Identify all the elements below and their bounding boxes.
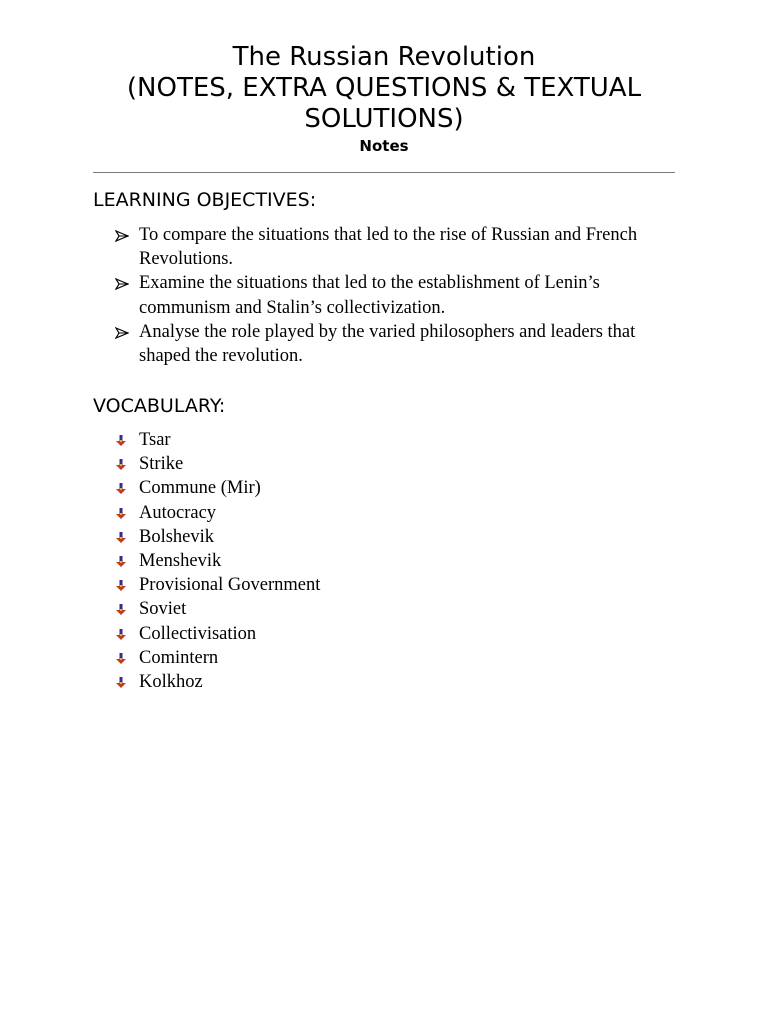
list-item xyxy=(115,271,675,319)
list-item xyxy=(115,320,675,368)
arrowhead-bullet-icon xyxy=(115,327,129,339)
down-arrow-bullet-icon xyxy=(115,483,127,495)
list-item xyxy=(115,223,675,271)
down-arrow-bullet-icon xyxy=(115,677,127,689)
vocabulary-term: Soviet xyxy=(139,599,187,620)
vocabulary-term: Menshevik xyxy=(139,550,222,571)
list-item xyxy=(115,622,675,646)
vocabulary-term: Autocracy xyxy=(139,502,217,523)
list-item xyxy=(115,452,675,476)
down-arrow-bullet-icon xyxy=(115,653,127,665)
list-item xyxy=(115,646,675,670)
vocabulary-term: Comintern xyxy=(139,647,219,668)
title-line-1: The Russian Revolution xyxy=(232,42,536,72)
list-item xyxy=(115,670,675,694)
title-block xyxy=(80,42,688,156)
list-item xyxy=(115,476,675,500)
down-arrow-bullet-icon xyxy=(115,532,127,544)
title-line-2: (NOTES, EXTRA QUESTIONS & TEXTUAL xyxy=(126,73,642,103)
objective-text: Examine the situations that led to the establishment of Lenin’s communism and Stalin’s collectivization. xyxy=(139,273,600,318)
down-arrow-bullet-icon xyxy=(115,604,127,616)
title-line-3: SOLUTIONS) xyxy=(304,104,464,134)
vocabulary-term: Commune (Mir) xyxy=(139,478,261,499)
vocabulary-list xyxy=(115,428,675,694)
subtitle: Notes xyxy=(359,137,409,155)
list-item xyxy=(115,597,675,621)
down-arrow-bullet-icon xyxy=(115,508,127,520)
vocabulary-heading: VOCABULARY: xyxy=(93,395,226,417)
vocabulary-term: Bolshevik xyxy=(139,526,215,547)
vocabulary-term: Tsar xyxy=(139,430,171,450)
arrowhead-bullet-icon xyxy=(115,230,129,242)
vocabulary-term: Provisional Government xyxy=(139,575,321,596)
list-item xyxy=(115,501,675,525)
down-arrow-bullet-icon xyxy=(115,629,127,641)
list-item xyxy=(115,573,675,597)
horizontal-rule xyxy=(93,172,675,173)
arrowhead-bullet-icon xyxy=(115,278,129,290)
vocabulary-term: Kolkhoz xyxy=(139,671,203,692)
learning-objectives-list xyxy=(115,223,675,368)
objective-text: Analyse the role played by the varied philosophers and leaders that shaped the revolution. xyxy=(139,321,636,367)
vocabulary-term: Strike xyxy=(139,454,184,475)
objective-text: To compare the situations that led to the rise of Russian and French Revolutions. xyxy=(139,225,638,270)
list-item xyxy=(115,428,675,452)
down-arrow-bullet-icon xyxy=(115,435,127,447)
down-arrow-bullet-icon xyxy=(115,459,127,471)
down-arrow-bullet-icon xyxy=(115,580,127,592)
down-arrow-bullet-icon xyxy=(115,556,127,568)
vocabulary-term: Collectivisation xyxy=(139,623,257,644)
list-item xyxy=(115,549,675,573)
list-item xyxy=(115,525,675,549)
learning-objectives-heading: LEARNING OBJECTIVES: xyxy=(93,189,317,211)
